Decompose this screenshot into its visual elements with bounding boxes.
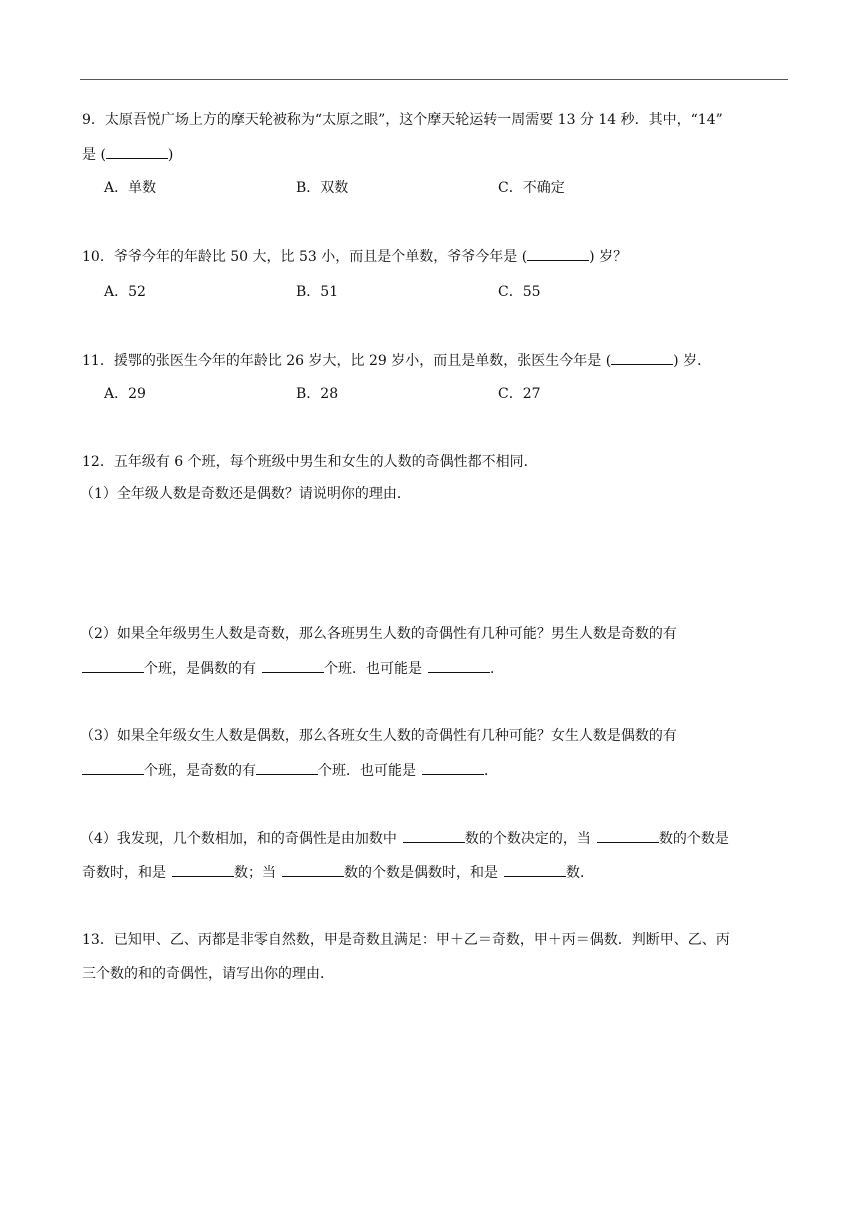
q12-part4-line1 [80,828,729,849]
q12-p4-blank5[interactable] [504,862,566,877]
q12-p2-blank3[interactable] [428,658,490,673]
q10-option-c[interactable]: C．55 [498,284,541,300]
q9-answer-blank[interactable] [106,144,168,159]
q12-p4-text-d: 奇数时，和是 [82,865,166,881]
q13-text-line1: 13．已知甲、乙、丙都是非零自然数，甲是奇数且满足：甲＋乙＝奇数，甲＋丙＝偶数．判断甲、乙、丙 [82,932,730,948]
q12-p2-text-b: 个班．也可能是 [324,661,422,677]
q11-option-c[interactable]: C．27 [498,386,541,402]
q12-p2-text-a: 个班，是偶数的有 [144,661,256,677]
q12-part1: （1）全年级人数是奇数还是偶数？请说明你的理由． [80,486,411,502]
q12-p3-blank3[interactable] [422,760,484,775]
q11-prefix: 11．援鄂的张医生今年的年龄比 26 岁大，比 29 岁小，而且是单数，张医生今年是 ( [82,353,612,369]
q12-p4-text-c: 数的个数是 [658,831,729,847]
q9-suffix: ) [167,147,174,163]
q12-p3-text-b: 个班．也可能是 [318,763,416,779]
q12-p4-blank3[interactable] [172,862,234,877]
q10-option-a[interactable]: A．52 [104,284,146,300]
q9-option-a[interactable]: A．单数 [104,180,157,196]
q12-p3-text-c: ． [484,763,498,779]
q9-option-b[interactable]: B．双数 [296,180,349,196]
q12-p4-text-f: 数的个数是偶数时，和是 [344,865,498,881]
q12-p2-blank1[interactable] [82,658,144,673]
q11-answer-blank[interactable] [611,350,673,365]
q12-part4-line2 [82,862,594,883]
q10-option-b[interactable]: B．51 [296,284,339,300]
q12-p3-blank2[interactable] [256,760,318,775]
q12-p4-blank4[interactable] [282,862,344,877]
q11-text [82,350,711,371]
q12-part2-line2 [82,658,504,679]
q12-p2-blank2[interactable] [262,658,324,673]
q9-text-line2 [82,144,173,165]
q12-p3-blank1[interactable] [82,760,144,775]
q12-p4-text-b: 数的个数决定的，当 [464,831,591,847]
q11-option-a[interactable]: A．29 [104,386,146,402]
q10-text [82,246,627,267]
q10-answer-blank[interactable] [527,246,589,261]
q11-suffix: ) 岁． [673,353,712,369]
q10-prefix: 10．爷爷今年的年龄比 50 大，比 53 小，而且是个单数，爷爷今年是 ( [82,249,528,265]
q12-p2-text-c: ． [490,661,504,677]
header-rule [80,79,788,80]
q12-p4-blank1[interactable] [403,828,465,843]
q12-part3-line2 [82,760,498,781]
q13-text-line2: 三个数的和的奇偶性，请写出你的理由． [82,966,334,982]
q10-suffix: ) 岁？ [589,249,628,265]
q11-option-b[interactable]: B．28 [296,386,339,402]
q12-p4-text-g: 数． [566,865,594,881]
q12-p4-text-a: （4）我发现，几个数相加，和的奇偶性是由加数中 [80,831,397,847]
q9-option-c[interactable]: C．不确定 [498,180,565,196]
q12-p3-text-a: 个班，是奇数的有 [144,763,256,779]
q9-text-line1: 9．太原吾悦广场上方的摩天轮被称为“太原之眼”，这个摩天轮运转一周需要 13 分 14 秒．其中，“14” [82,112,723,128]
q12-part2-line1: （2）如果全年级男生人数是奇数，那么各班男生人数的奇偶性有几种可能？男生人数是奇数的有 [80,626,677,642]
q12-p4-text-e: 数；当 [234,865,276,881]
q12-p4-blank2[interactable] [597,828,659,843]
q12-stem: 12．五年级有 6 个班，每个班级中男生和女生的人数的奇偶性都不相同． [82,454,538,470]
q9-prefix: 是 ( [82,147,106,163]
q12-part3-line1: （3）如果全年级女生人数是偶数，那么各班女生人数的奇偶性有几种可能？女生人数是偶数的有 [80,728,677,744]
